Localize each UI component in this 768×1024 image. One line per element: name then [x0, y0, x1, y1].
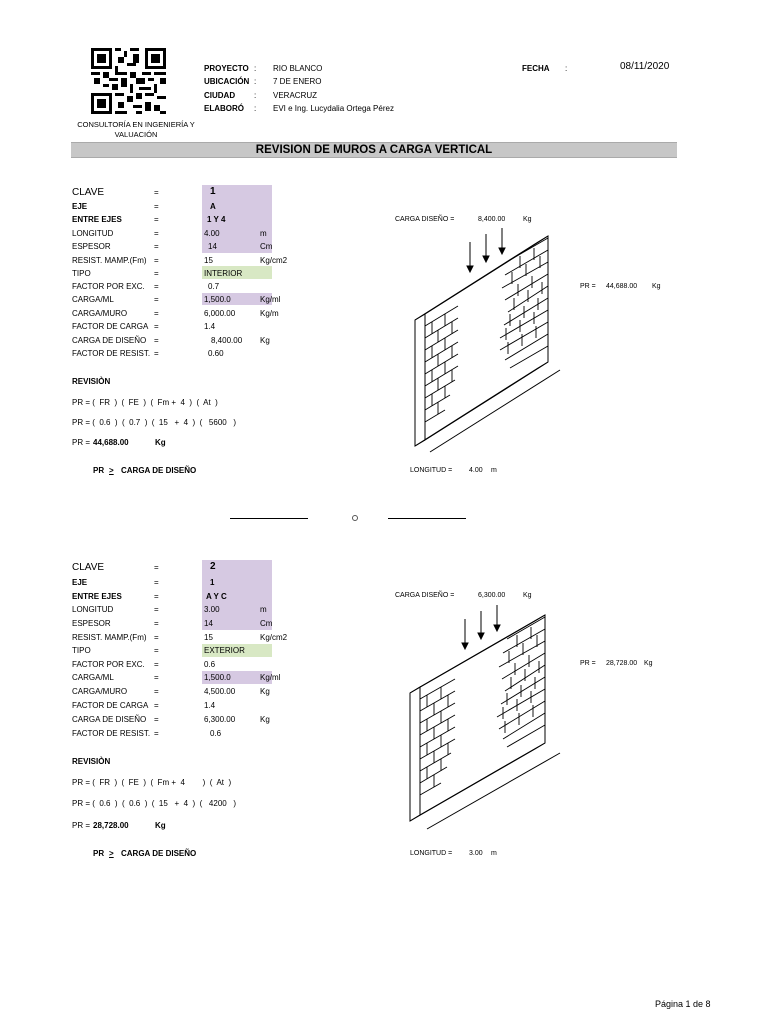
eq: = — [154, 646, 159, 655]
proyecto-label: PROYECTO — [204, 64, 249, 73]
factor-resist-label: FACTOR DE RESIST. — [72, 729, 151, 738]
wall-2-drawing — [395, 605, 570, 840]
factor-carga-value: 1.4 — [204, 701, 216, 710]
eq: = — [154, 660, 159, 669]
fig-longitud-unit: m — [491, 850, 497, 857]
carga-ml-label: CARGA/ML — [72, 295, 114, 304]
company-name — [66, 120, 206, 140]
fig-carga-label: CARGA DISEÑO = — [395, 592, 455, 599]
carga-diseno-unit: Kg — [260, 715, 270, 724]
espesor-value: 14 — [208, 242, 217, 251]
conclusion-text: CARGA DE DISEÑO — [121, 849, 197, 858]
formula-generic: PR = ( FR ) ( FE ) ( Fm + 4 ) ( At ) — [72, 778, 232, 787]
eje-value: A — [210, 202, 216, 211]
conclusion-text: CARGA DE DISEÑO — [121, 466, 197, 475]
fig-carga-value: 6,300.00 — [478, 592, 506, 599]
factor-exc-label: FACTOR POR EXC. — [72, 282, 145, 291]
eq: = — [154, 619, 159, 628]
pr-value: 28,728.00 — [93, 821, 129, 830]
eq: = — [154, 349, 159, 358]
carga-diseno-label: CARGA DE DISEÑO — [72, 715, 147, 724]
resist-unit: Kg/cm2 — [260, 256, 288, 265]
fig-carga-label: CARGA DISEÑO = — [395, 216, 455, 223]
colon: : — [565, 64, 568, 73]
longitud-unit: m — [260, 229, 267, 238]
longitud-label: LONGITUD — [72, 605, 114, 614]
eje-label: EJE — [72, 578, 88, 587]
clave-label: CLAVE — [72, 562, 105, 573]
entre-ejes-value: 1 Y 4 — [207, 215, 226, 224]
title-bar — [71, 142, 677, 158]
carga-muro-unit: Kg — [260, 687, 270, 696]
factor-exc-label: FACTOR POR EXC. — [72, 660, 145, 669]
company-line-1: CONSULTORÍA EN INGENIERÍA Y — [77, 120, 195, 129]
factor-exc-value: 0.6 — [204, 660, 216, 669]
pr-unit: Kg — [155, 821, 166, 830]
separator-line-left — [230, 518, 308, 519]
espesor-label: ESPESOR — [72, 242, 111, 251]
carga-ml-unit: Kg/ml — [260, 673, 281, 682]
company-line-2: VALUACIÓN — [114, 130, 158, 139]
eq: = — [154, 322, 159, 331]
page-title: REVISION DE MUROS A CARGA VERTICAL — [255, 144, 493, 156]
eq: = — [154, 605, 159, 614]
resist-label: RESIST. MAMP.(Fm) — [72, 256, 147, 265]
factor-resist-value: 0.6 — [210, 729, 222, 738]
fig-longitud-value: 4.00 — [469, 467, 483, 474]
colon: : — [254, 64, 257, 73]
pr-label: PR = — [72, 821, 91, 830]
factor-resist-value: 0.60 — [208, 349, 224, 358]
formula-values: PR = ( 0.6 ) ( 0.6 ) ( 15 + 4 ) ( 4200 ) — [72, 799, 237, 808]
eje-value: 1 — [210, 578, 215, 587]
clave-value: 2 — [210, 561, 216, 572]
eq: = — [154, 701, 159, 710]
eje-label: EJE — [72, 202, 88, 211]
resist-value: 15 — [204, 256, 213, 265]
carga-ml-value: 1,500.0 — [204, 673, 231, 682]
revision-label: REVISIÒN — [72, 757, 111, 766]
longitud-value: 3.00 — [204, 605, 220, 614]
factor-exc-value: 0.7 — [208, 282, 220, 291]
entre-ejes-label: ENTRE EJES — [72, 215, 122, 224]
fig-longitud-unit: m — [491, 467, 497, 474]
espesor-label: ESPESOR — [72, 619, 111, 628]
eq: = — [154, 563, 159, 572]
entre-ejes-label: ENTRE EJES — [72, 592, 122, 601]
eq: = — [154, 269, 159, 278]
revision-label: REVISIÒN — [72, 377, 111, 386]
factor-carga-label: FACTOR DE CARGA — [72, 322, 149, 331]
eq: = — [154, 256, 159, 265]
entre-ejes-value: A Y C — [206, 592, 227, 601]
pr-unit: Kg — [155, 438, 166, 447]
carga-ml-label: CARGA/ML — [72, 673, 114, 682]
ubicacion-label: UBICACIÓN — [204, 77, 250, 86]
eq: = — [154, 687, 159, 696]
clave-value: 1 — [210, 186, 216, 197]
eq: = — [154, 578, 159, 587]
eq: = — [154, 229, 159, 238]
tipo-value: INTERIOR — [204, 269, 243, 278]
formula-values: PR = ( 0.6 ) ( 0.7 ) ( 15 + 4 ) ( 5600 ) — [72, 418, 237, 427]
colon: : — [254, 91, 257, 100]
eq: = — [154, 633, 159, 642]
ciudad-value: VERACRUZ — [273, 91, 318, 100]
ciudad-label: CIUDAD — [204, 91, 236, 100]
tipo-label: TIPO — [72, 269, 91, 278]
espesor-unit: Cm — [260, 619, 273, 628]
factor-carga-label: FACTOR DE CARGA — [72, 701, 149, 710]
eq: = — [154, 202, 159, 211]
fig-pr-label: PR = — [580, 660, 596, 667]
fig-longitud-label: LONGITUD = — [410, 850, 453, 857]
separator-dot — [352, 515, 358, 521]
longitud-value: 4.00 — [204, 229, 220, 238]
resist-unit: Kg/cm2 — [260, 633, 288, 642]
factor-resist-label: FACTOR DE RESIST. — [72, 349, 151, 358]
eq: = — [154, 592, 159, 601]
colon: : — [254, 77, 257, 86]
fig-pr-value: 44,688.00 — [606, 283, 638, 290]
espesor-value: 14 — [204, 619, 213, 628]
eq: = — [154, 336, 159, 345]
eq: = — [154, 295, 159, 304]
ubicacion-value: 7 DE ENERO — [273, 77, 322, 86]
carga-diseno-value: 8,400.00 — [211, 336, 243, 345]
qr-code — [91, 48, 166, 114]
conclusion-gt: > — [109, 466, 114, 475]
pr-label: PR = — [72, 438, 91, 447]
carga-diseno-value: 6,300.00 — [204, 715, 236, 724]
fecha-label: FECHA — [522, 64, 550, 73]
eq: = — [154, 673, 159, 682]
resist-label: RESIST. MAMP.(Fm) — [72, 633, 147, 642]
fig-carga-unit: Kg — [523, 592, 532, 599]
carga-diseno-label: CARGA DE DISEÑO — [72, 336, 147, 345]
conclusion-pr: PR — [93, 849, 105, 858]
conclusion-gt: > — [109, 849, 114, 858]
elaboro-value: EVI e Ing. Lucydalia Ortega Pérez — [273, 104, 394, 113]
fig-carga-value: 8,400.00 — [478, 216, 506, 223]
fig-pr-label: PR = — [580, 283, 596, 290]
colon: : — [254, 104, 257, 113]
carga-muro-unit: Kg/m — [260, 309, 279, 318]
espesor-unit: Cm — [260, 242, 273, 251]
tipo-label: TIPO — [72, 646, 91, 655]
eq: = — [154, 729, 159, 738]
eq: = — [154, 242, 159, 251]
eq: = — [154, 309, 159, 318]
proyecto-value: RIO BLANCO — [273, 64, 323, 73]
eq: = — [154, 715, 159, 724]
carga-muro-label: CARGA/MURO — [72, 309, 128, 318]
page-number: Página 1 de 8 — [655, 999, 711, 1009]
carga-muro-value: 4,500.00 — [204, 687, 236, 696]
carga-ml-value: 1,500.0 — [204, 295, 231, 304]
clave-label: CLAVE — [72, 187, 105, 198]
eq: = — [154, 215, 159, 224]
carga-muro-label: CARGA/MURO — [72, 687, 128, 696]
longitud-label: LONGITUD — [72, 229, 114, 238]
wall-1-drawing — [400, 228, 575, 458]
conclusion-pr: PR — [93, 466, 105, 475]
pr-value: 44,688.00 — [93, 438, 129, 447]
factor-carga-value: 1.4 — [204, 322, 216, 331]
resist-value: 15 — [204, 633, 213, 642]
longitud-unit: m — [260, 605, 267, 614]
fig-carga-unit: Kg — [523, 216, 532, 223]
fecha-value: 08/11/2020 — [620, 61, 670, 72]
formula-generic: PR = ( FR ) ( FE ) ( Fm + 4 ) ( At ) — [72, 398, 218, 407]
fig-longitud-label: LONGITUD = — [410, 467, 453, 474]
fig-longitud-value: 3.00 — [469, 850, 483, 857]
eq: = — [154, 282, 159, 291]
fig-pr-value: 28,728.00 — [606, 660, 638, 667]
carga-muro-value: 6,000.00 — [204, 309, 236, 318]
separator-line-right — [388, 518, 466, 519]
tipo-value: EXTERIOR — [204, 646, 245, 655]
carga-ml-unit: Kg/ml — [260, 295, 281, 304]
elaboro-label: ELABORÓ — [204, 104, 244, 113]
fig-pr-unit: Kg — [644, 660, 653, 667]
eq: = — [154, 188, 159, 197]
carga-diseno-unit: Kg — [260, 336, 270, 345]
fig-pr-unit: Kg — [652, 283, 661, 290]
